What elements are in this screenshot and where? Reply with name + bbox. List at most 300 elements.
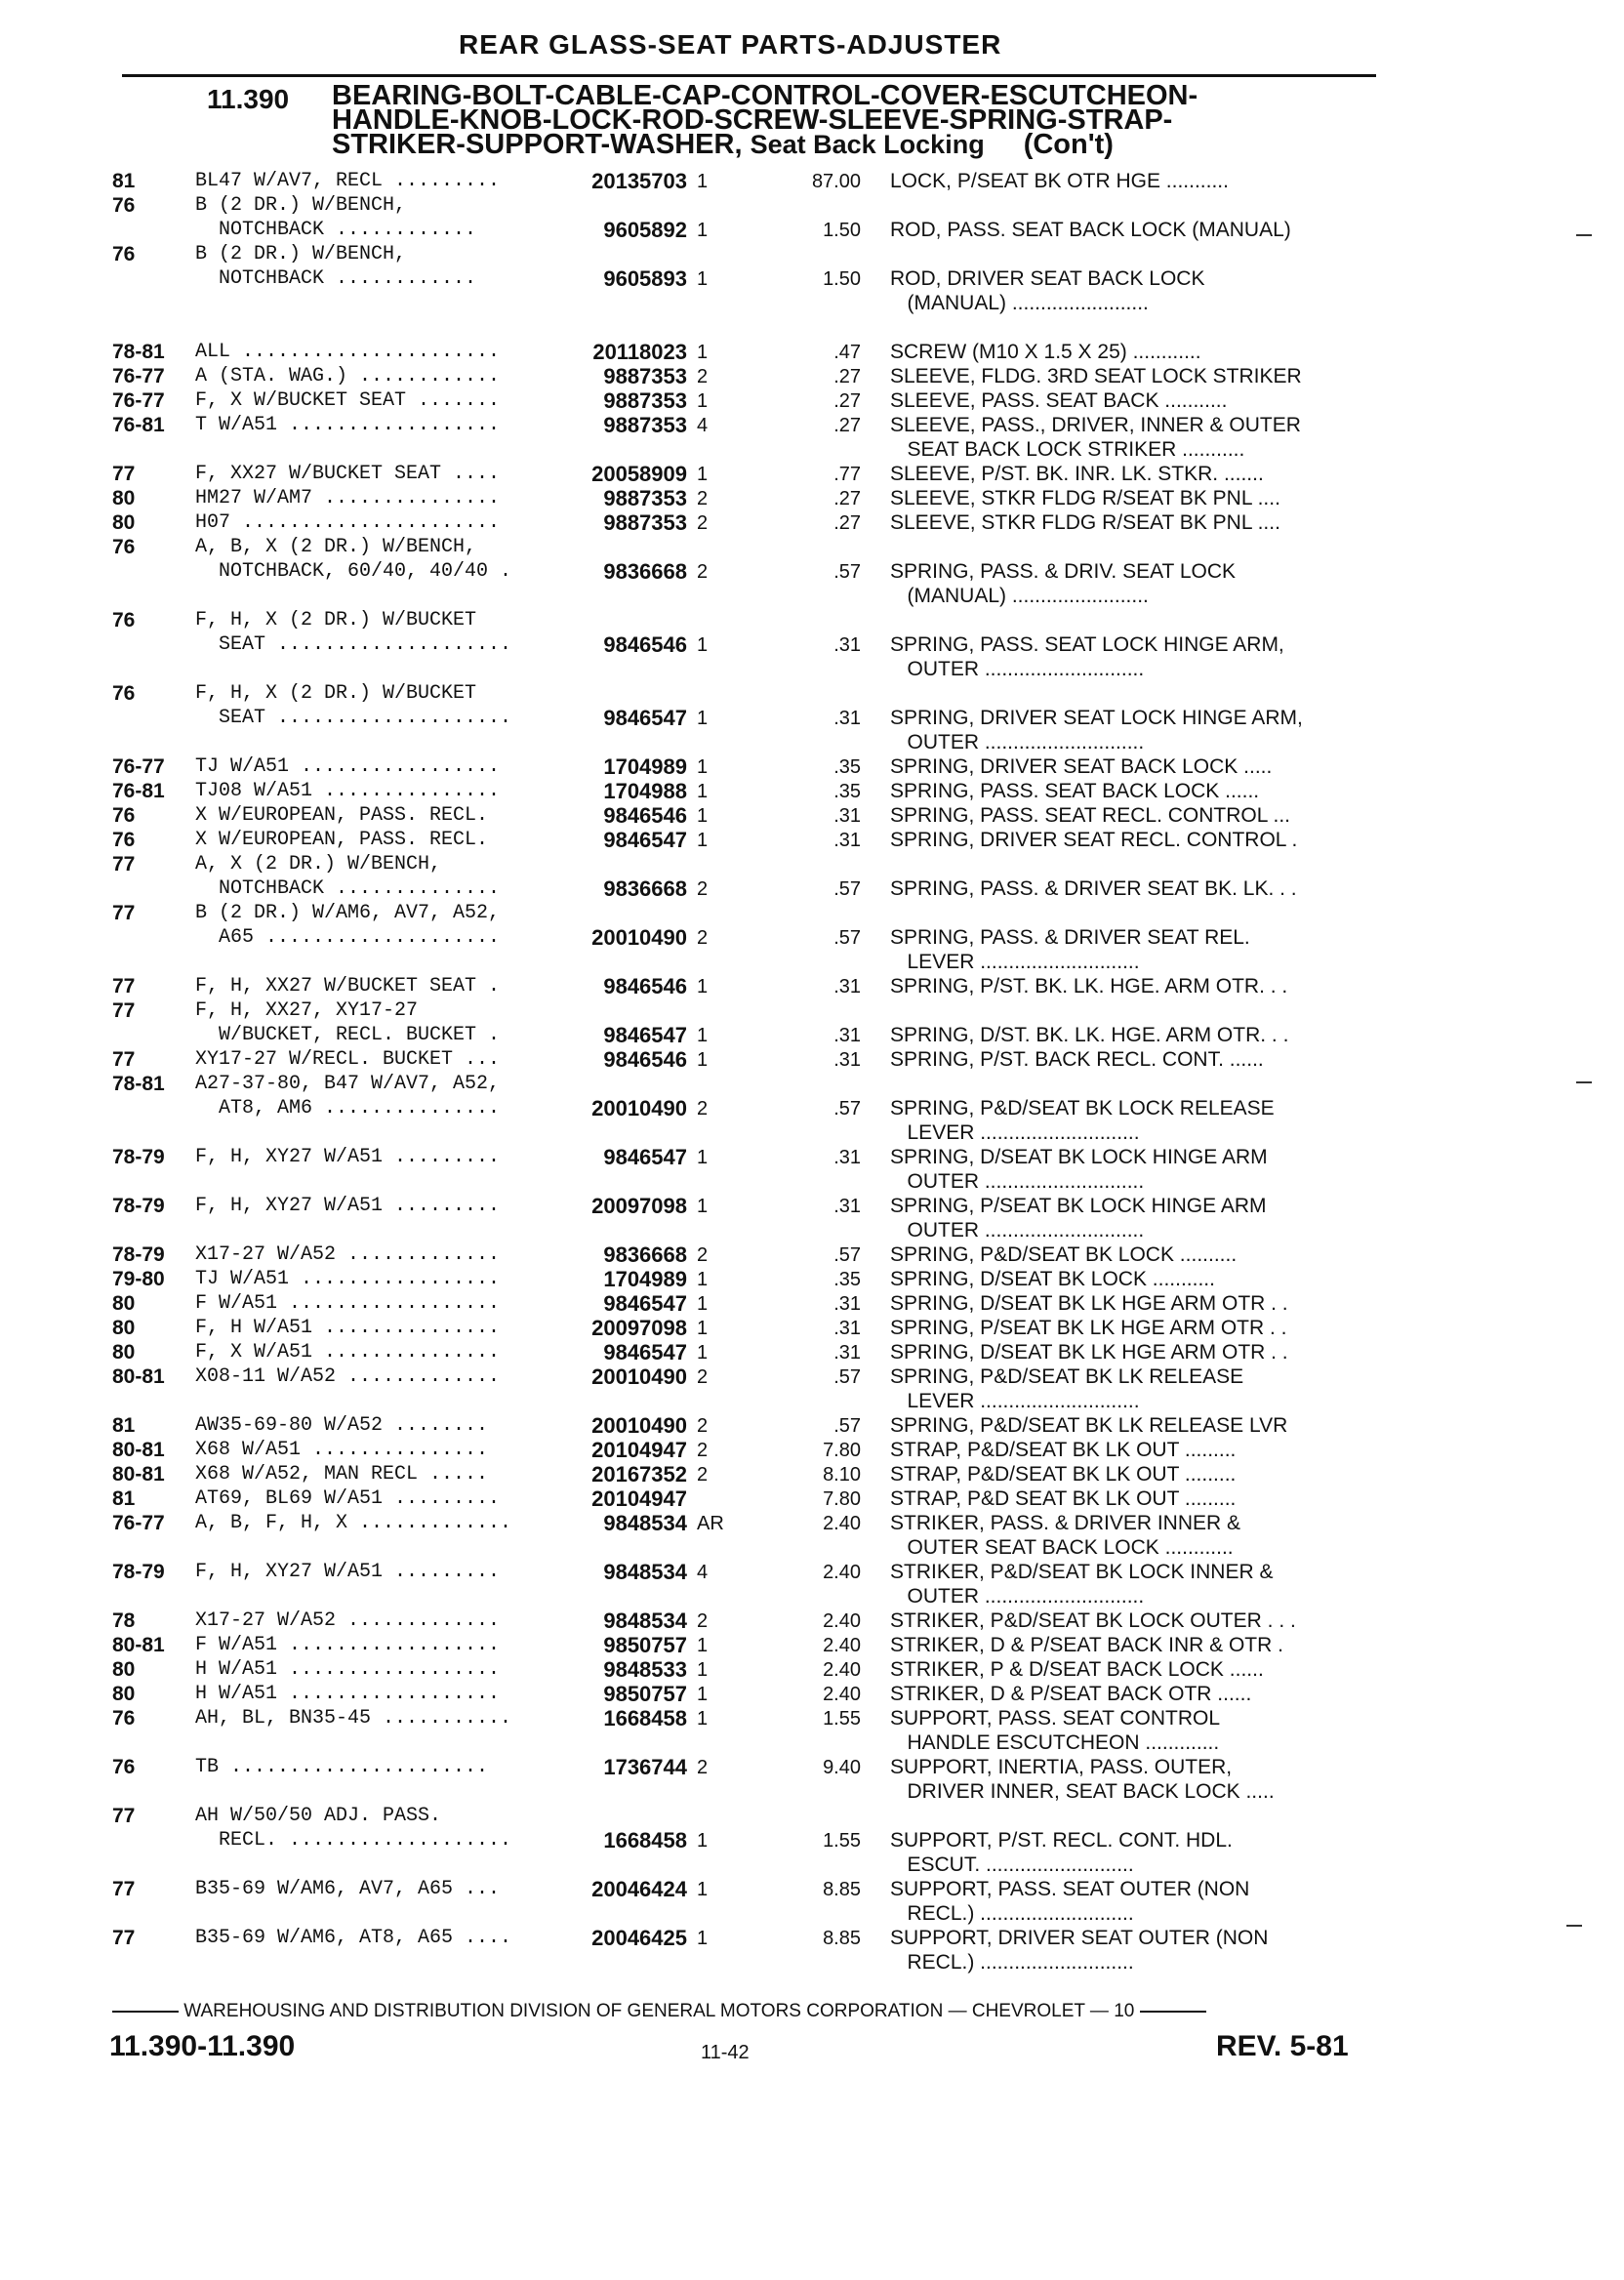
section-subtitle: Seat Back Locking xyxy=(750,130,985,159)
entry-quantity: 1 xyxy=(697,1659,709,1681)
entry-part-number: 9846546 xyxy=(603,803,687,828)
entry-part-number: 9848533 xyxy=(603,1657,687,1682)
entry-year: 80 xyxy=(112,1658,136,1681)
list-item xyxy=(0,1024,1624,1047)
entry-model: XY17-27 W/RECL. BUCKET ... xyxy=(195,1048,501,1071)
entry-model: F, H W/A51 ............... xyxy=(195,1317,501,1339)
entry-price: .31 xyxy=(833,1025,861,1046)
entry-price: .35 xyxy=(833,756,861,778)
entry-model: F, H, XX27 W/BUCKET SEAT . xyxy=(195,975,501,998)
list-item xyxy=(0,1439,1624,1462)
entry-price: .47 xyxy=(833,342,861,363)
entry-quantity: 4 xyxy=(697,1562,709,1583)
entry-model: X68 W/A51 ............... xyxy=(195,1439,489,1461)
list-item xyxy=(0,1073,1624,1096)
entry-model: AT8, AM6 ............... xyxy=(195,1097,501,1120)
entry-price: .27 xyxy=(833,512,861,534)
entry-year: 80 xyxy=(112,1292,136,1315)
list-item xyxy=(0,682,1624,706)
entry-quantity: 1 xyxy=(697,1342,709,1364)
list-item xyxy=(0,780,1624,803)
entry-model: F, H, XY27 W/A51 ......... xyxy=(195,1146,501,1168)
list-item xyxy=(0,438,1624,462)
entry-description: OUTER ............................ xyxy=(890,1170,1145,1193)
entry-description: SUPPORT, DRIVER SEAT OUTER (NON xyxy=(890,1927,1269,1949)
footer-division: WAREHOUSING AND DISTRIBUTION DIVISION OF GENERAL MOTORS CORPORATION — CHEVROLET — 10 xyxy=(183,2001,1135,2021)
entry-model: H W/A51 .................. xyxy=(195,1658,501,1681)
footer-page-number: 11-42 xyxy=(701,2042,750,2063)
entry-year: 80-81 xyxy=(112,1634,165,1656)
entry-description: SPRING, PASS. SEAT RECL. CONTROL ... xyxy=(890,804,1290,827)
entry-year: 80-81 xyxy=(112,1463,165,1486)
entry-price: .57 xyxy=(833,561,861,583)
entry-quantity: 2 xyxy=(697,561,709,583)
list-item xyxy=(0,585,1624,608)
entry-quantity: 1 xyxy=(697,708,709,729)
list-item xyxy=(0,853,1624,876)
entry-year: 77 xyxy=(112,1805,136,1827)
entry-model: A27-37-80, B47 W/AV7, A52, xyxy=(195,1073,501,1095)
entry-model: X17-27 W/A52 ............. xyxy=(195,1243,501,1266)
entry-description: SPRING, P&D/SEAT BK LOCK .......... xyxy=(890,1243,1238,1266)
entry-description: SUPPORT, INERTIA, PASS. OUTER, xyxy=(890,1756,1233,1778)
entry-part-number: 1736744 xyxy=(603,1755,687,1779)
entry-quantity: AR xyxy=(697,1513,724,1534)
footer-range: 11.390-11.390 xyxy=(109,2030,296,2062)
entry-quantity: 2 xyxy=(697,488,709,509)
entry-model: NOTCHBACK ............ xyxy=(195,267,477,290)
entry-quantity: 1 xyxy=(697,1684,709,1705)
list-item xyxy=(0,511,1624,535)
entry-model: TJ08 W/A51 ............... xyxy=(195,780,501,802)
entry-description: OUTER ............................ xyxy=(890,658,1145,680)
list-item xyxy=(0,1658,1624,1682)
entry-model: B (2 DR.) W/BENCH, xyxy=(195,194,407,217)
entry-quantity: 1 xyxy=(697,1269,709,1290)
entry-year: 77 xyxy=(112,1878,136,1900)
section-number: 11.390 xyxy=(207,84,290,114)
entry-model: F, H, XY27 W/A51 ......... xyxy=(195,1195,501,1217)
entry-model: AH, BL, BN35-45 ........... xyxy=(195,1707,512,1730)
entry-model: NOTCHBACK .............. xyxy=(195,877,501,900)
entry-quantity: 1 xyxy=(697,634,709,656)
entry-model: A, B, F, H, X ............. xyxy=(195,1512,512,1534)
entry-price: 8.10 xyxy=(823,1464,861,1486)
entry-price: 1.50 xyxy=(823,268,861,290)
entry-description: ROD, DRIVER SEAT BACK LOCK xyxy=(890,267,1205,290)
entry-description: STRAP, P&D/SEAT BK LK OUT ......... xyxy=(890,1439,1237,1461)
entry-year: 76 xyxy=(112,804,136,827)
margin-mark xyxy=(1576,234,1592,236)
entry-quantity: 1 xyxy=(697,1928,709,1949)
entry-model: AH W/50/50 ADJ. PASS. xyxy=(195,1805,442,1827)
entry-quantity: 1 xyxy=(697,1879,709,1900)
list-item xyxy=(0,902,1624,925)
list-item xyxy=(0,975,1624,998)
entry-part-number: 9846547 xyxy=(603,1145,687,1169)
entry-model: A (STA. WAG.) ............ xyxy=(195,365,501,387)
entry-quantity: 2 xyxy=(697,1610,709,1632)
entry-model: NOTCHBACK ............ xyxy=(195,219,477,241)
entry-description: SPRING, PASS. & DRIVER SEAT REL. xyxy=(890,926,1250,949)
entry-quantity: 2 xyxy=(697,1098,709,1120)
page-title: REAR GLASS-SEAT PARTS-ADJUSTER xyxy=(459,29,1002,60)
entry-description: STRIKER, P & D/SEAT BACK LOCK ...... xyxy=(890,1658,1264,1681)
entry-part-number: 9836668 xyxy=(603,559,687,584)
entry-price: .57 xyxy=(833,1098,861,1120)
entry-year: 78-81 xyxy=(112,1073,165,1095)
section-title-last: STRIKER-SUPPORT-WASHER, xyxy=(332,129,743,160)
entry-description: LEVER ............................ xyxy=(890,951,1140,973)
entry-part-number: 9846547 xyxy=(603,1340,687,1364)
entry-description: OUTER ............................ xyxy=(890,731,1145,753)
entry-year: 78-79 xyxy=(112,1243,165,1266)
list-item xyxy=(0,609,1624,632)
entry-quantity: 1 xyxy=(697,1635,709,1656)
list-item xyxy=(0,877,1624,901)
entry-model: X17-27 W/A52 ............. xyxy=(195,1609,501,1632)
entry-description: SPRING, P&D/SEAT BK LK RELEASE LVR xyxy=(890,1414,1288,1437)
entry-description: SPRING, DRIVER SEAT LOCK HINGE ARM, xyxy=(890,707,1303,729)
entry-description: SLEEVE, P/ST. BK. INR. LK. STKR. ....... xyxy=(890,463,1264,485)
entry-description: SEAT BACK LOCK STRIKER ........... xyxy=(890,438,1245,461)
entry-price: 8.85 xyxy=(823,1928,861,1949)
entry-model: HM27 W/AM7 ............... xyxy=(195,487,501,509)
entry-model: F, H, XX27, XY17-27 xyxy=(195,999,419,1022)
list-item xyxy=(0,707,1624,730)
entry-description: SUPPORT, P/ST. RECL. CONT. HDL. xyxy=(890,1829,1233,1852)
entry-part-number: 9850757 xyxy=(603,1682,687,1706)
list-item xyxy=(0,1341,1624,1364)
entry-quantity: 2 xyxy=(697,1440,709,1461)
entry-part-number: 9887353 xyxy=(603,364,687,388)
entry-part-number: 20097098 xyxy=(591,1316,687,1340)
entry-quantity: 4 xyxy=(697,415,709,436)
section-title-line: BEARING-BOLT-CABLE-CAP-CONTROL-COVER-ESCUTCHEON- xyxy=(332,80,1198,111)
entry-model: F, H, X (2 DR.) W/BUCKET xyxy=(195,682,477,705)
entry-model: AT69, BL69 W/A51 ......... xyxy=(195,1487,501,1510)
entry-year: 76 xyxy=(112,829,136,851)
entry-price: .35 xyxy=(833,1269,861,1290)
entry-part-number: 9846546 xyxy=(603,1047,687,1072)
entry-price: .31 xyxy=(833,1049,861,1071)
entry-part-number: 9846546 xyxy=(603,632,687,657)
list-item xyxy=(0,926,1624,950)
list-item xyxy=(0,243,1624,266)
list-item xyxy=(0,1780,1624,1804)
entry-quantity: 1 xyxy=(697,1293,709,1315)
entry-model: F, X W/BUCKET SEAT ....... xyxy=(195,389,501,412)
entry-description: SPRING, P/ST. BACK RECL. CONT. ...... xyxy=(890,1048,1264,1071)
entry-part-number: 1704989 xyxy=(603,754,687,779)
entry-description: HANDLE ESCUTCHEON ............. xyxy=(890,1731,1220,1754)
list-item xyxy=(0,267,1624,291)
entry-quantity: 2 xyxy=(697,1757,709,1778)
entry-part-number: 9836668 xyxy=(603,1242,687,1267)
entry-year: 77 xyxy=(112,902,136,924)
entry-model: X08-11 W/A52 ............. xyxy=(195,1365,501,1388)
entry-description: SCREW (M10 X 1.5 X 25) ............ xyxy=(890,341,1201,363)
entry-year: 76 xyxy=(112,194,136,217)
entry-part-number: 9887353 xyxy=(603,388,687,413)
entry-price: 87.00 xyxy=(811,171,861,192)
entry-description: STRIKER, D & P/SEAT BACK INR & OTR . xyxy=(890,1634,1283,1656)
entry-part-number: 1668458 xyxy=(603,1828,687,1852)
entry-model: RECL. ................... xyxy=(195,1829,512,1852)
list-item xyxy=(0,1927,1624,1950)
list-item xyxy=(0,1536,1624,1560)
list-item xyxy=(0,1268,1624,1291)
entry-price: .77 xyxy=(833,464,861,485)
entry-model: F, H, X (2 DR.) W/BUCKET xyxy=(195,609,477,631)
entry-model: F W/A51 .................. xyxy=(195,1292,501,1315)
entry-description: OUTER ............................ xyxy=(890,1219,1145,1242)
list-item xyxy=(0,170,1624,193)
entry-model: B (2 DR.) W/BENCH, xyxy=(195,243,407,265)
list-item xyxy=(0,1195,1624,1218)
list-item xyxy=(0,292,1624,315)
entry-model: NOTCHBACK, 60/40, 40/40 . xyxy=(195,560,512,583)
list-item xyxy=(0,1634,1624,1657)
entry-quantity: 1 xyxy=(697,171,709,192)
entry-description: SUPPORT, PASS. SEAT OUTER (NON xyxy=(890,1878,1250,1900)
entry-model: H W/A51 .................. xyxy=(195,1683,501,1705)
entry-quantity: 1 xyxy=(697,976,709,998)
entry-quantity: 1 xyxy=(697,781,709,802)
entry-quantity: 2 xyxy=(697,927,709,949)
entry-description: OUTER SEAT BACK LOCK ............ xyxy=(890,1536,1234,1559)
entry-price: .31 xyxy=(833,976,861,998)
entry-year: 76 xyxy=(112,243,136,265)
entry-year: 76-81 xyxy=(112,414,165,436)
entry-description: RECL.) ........................... xyxy=(890,1902,1134,1925)
entry-quantity: 1 xyxy=(697,464,709,485)
entry-model: TJ W/A51 ................. xyxy=(195,755,501,778)
entry-quantity: 1 xyxy=(697,1049,709,1071)
list-item xyxy=(0,1512,1624,1535)
entry-description: ESCUT. .......................... xyxy=(890,1853,1134,1876)
entry-part-number: 20104947 xyxy=(591,1438,687,1462)
entry-quantity: 1 xyxy=(697,1147,709,1168)
entry-description: STRAP, P&D SEAT BK LK OUT ......... xyxy=(890,1487,1237,1510)
entry-quantity: 1 xyxy=(697,390,709,412)
list-item xyxy=(0,1878,1624,1901)
entry-description: SPRING, P/ST. BK. LK. HGE. ARM OTR. . . xyxy=(890,975,1288,998)
entry-part-number: 1704989 xyxy=(603,1267,687,1291)
list-item xyxy=(0,414,1624,437)
entry-part-number: 9848534 xyxy=(603,1511,687,1535)
entry-description: SPRING, D/ST. BK. LK. HGE. ARM OTR. . . xyxy=(890,1024,1289,1046)
entry-year: 80 xyxy=(112,1317,136,1339)
list-item xyxy=(0,1414,1624,1438)
entry-model: F, X W/A51 ............... xyxy=(195,1341,501,1364)
list-item xyxy=(0,1146,1624,1169)
entry-part-number: 9846547 xyxy=(603,706,687,730)
entry-price: .27 xyxy=(833,488,861,509)
list-item xyxy=(0,1390,1624,1413)
entry-part-number: 9605893 xyxy=(603,266,687,291)
list-item xyxy=(0,1463,1624,1486)
list-item xyxy=(0,1487,1624,1511)
entry-model: X W/EUROPEAN, PASS. RECL. xyxy=(195,804,489,827)
entry-quantity: 1 xyxy=(697,756,709,778)
entry-description: SLEEVE, STKR FLDG R/SEAT BK PNL .... xyxy=(890,487,1280,509)
entry-price: 7.80 xyxy=(823,1440,861,1461)
entry-part-number: 20097098 xyxy=(591,1194,687,1218)
entry-description: SPRING, D/SEAT BK LK HGE ARM OTR . . xyxy=(890,1341,1288,1364)
list-item xyxy=(0,755,1624,779)
entry-quantity: 1 xyxy=(697,805,709,827)
entry-year: 76-77 xyxy=(112,755,165,778)
entry-year: 77 xyxy=(112,1048,136,1071)
entry-quantity: 1 xyxy=(697,268,709,290)
entry-year: 80 xyxy=(112,1341,136,1364)
entry-part-number: 20046424 xyxy=(591,1877,687,1901)
list-item xyxy=(0,536,1624,559)
entry-year: 81 xyxy=(112,170,136,192)
entry-description: STRAP, P&D/SEAT BK LK OUT ......... xyxy=(890,1463,1237,1486)
entry-description: (MANUAL) ........................ xyxy=(890,585,1149,607)
entry-part-number: 9850757 xyxy=(603,1633,687,1657)
entry-description: STRIKER, P&D/SEAT BK LOCK INNER & xyxy=(890,1561,1274,1583)
entry-description: DRIVER INNER, SEAT BACK LOCK ..... xyxy=(890,1780,1275,1803)
entry-year: 76 xyxy=(112,1707,136,1730)
entry-description: LEVER ............................ xyxy=(890,1121,1140,1144)
title-rule xyxy=(122,74,1376,77)
entry-model: A, B, X (2 DR.) W/BENCH, xyxy=(195,536,477,558)
entry-part-number: 20135703 xyxy=(591,169,687,193)
entry-part-number: 9887353 xyxy=(603,486,687,510)
entry-model: W/BUCKET, RECL. BUCKET . xyxy=(195,1024,501,1046)
list-item xyxy=(0,1097,1624,1120)
entry-year: 76-77 xyxy=(112,389,165,412)
entry-model: T W/A51 .................. xyxy=(195,414,501,436)
entry-model: F, H, XY27 W/A51 ......... xyxy=(195,1561,501,1583)
entry-price: .57 xyxy=(833,878,861,900)
entry-price: .35 xyxy=(833,781,861,802)
entry-price: .31 xyxy=(833,708,861,729)
list-item xyxy=(0,1902,1624,1926)
section-title-line: HANDLE-KNOB-LOCK-ROD-SCREW-SLEEVE-SPRING-STRAP- xyxy=(332,104,1173,136)
list-item xyxy=(0,1048,1624,1072)
entry-model: A65 .................... xyxy=(195,926,501,949)
entry-part-number: 9887353 xyxy=(603,510,687,535)
list-item xyxy=(0,1805,1624,1828)
list-item xyxy=(0,1853,1624,1877)
entry-year: 78-81 xyxy=(112,341,165,363)
entry-part-number: 20058909 xyxy=(591,462,687,486)
entry-description: SPRING, PASS. & DRIV. SEAT LOCK xyxy=(890,560,1237,583)
entry-price: .31 xyxy=(833,1342,861,1364)
list-item xyxy=(0,560,1624,584)
entry-price: 8.85 xyxy=(823,1879,861,1900)
entry-year: 78 xyxy=(112,1609,136,1632)
entry-year: 76-77 xyxy=(112,1512,165,1534)
entry-year: 77 xyxy=(112,1927,136,1949)
list-item xyxy=(0,1609,1624,1633)
entry-quantity: 2 xyxy=(697,1244,709,1266)
list-item xyxy=(0,194,1624,218)
margin-mark xyxy=(1576,1081,1592,1083)
entry-model: B35-69 W/AM6, AT8, A65 .... xyxy=(195,1927,512,1949)
entry-part-number: 9848534 xyxy=(603,1608,687,1633)
list-item xyxy=(0,951,1624,974)
entry-model: SEAT .................... xyxy=(195,707,512,729)
entry-quantity: 1 xyxy=(697,1196,709,1217)
entry-description: LEVER ............................ xyxy=(890,1390,1140,1412)
entry-part-number: 9846547 xyxy=(603,1291,687,1316)
entry-model: ALL ...................... xyxy=(195,341,501,363)
entry-price: .31 xyxy=(833,1196,861,1217)
entry-part-number: 20046425 xyxy=(591,1926,687,1950)
list-item xyxy=(0,658,1624,681)
entry-model: F, XX27 W/BUCKET SEAT .... xyxy=(195,463,501,485)
entry-year: 78-79 xyxy=(112,1146,165,1168)
entry-part-number: 20104947 xyxy=(591,1486,687,1511)
margin-mark xyxy=(1566,1925,1582,1927)
entry-part-number: 20010490 xyxy=(591,925,687,950)
entry-model: B35-69 W/AM6, AV7, A65 ... xyxy=(195,1878,501,1900)
footer-division-line xyxy=(112,2001,1357,2022)
parts-list xyxy=(0,170,1624,1975)
entry-quantity: 2 xyxy=(697,1464,709,1486)
entry-part-number: 9846546 xyxy=(603,974,687,998)
section-title-line xyxy=(332,129,1308,160)
entry-year: 76-77 xyxy=(112,365,165,387)
entry-part-number: 20010490 xyxy=(591,1096,687,1120)
entry-model: X W/EUROPEAN, PASS. RECL. xyxy=(195,829,489,851)
entry-price: 2.40 xyxy=(823,1610,861,1632)
entry-year: 77 xyxy=(112,975,136,998)
list-item xyxy=(0,1756,1624,1779)
entry-model: F W/A51 .................. xyxy=(195,1634,501,1656)
list-item xyxy=(0,1219,1624,1242)
list-item xyxy=(0,487,1624,510)
entry-year: 80 xyxy=(112,511,136,534)
entry-model: TJ W/A51 ................. xyxy=(195,1268,501,1290)
entry-year: 77 xyxy=(112,999,136,1022)
entry-quantity: 1 xyxy=(697,220,709,241)
entry-price: .31 xyxy=(833,1318,861,1339)
entry-part-number: 20167352 xyxy=(591,1462,687,1486)
footer-revision: REV. 5-81 xyxy=(1216,2030,1349,2062)
list-item xyxy=(0,1561,1624,1584)
entry-description: SPRING, PASS. & DRIVER SEAT BK. LK. . . xyxy=(890,877,1297,900)
entry-year: 76 xyxy=(112,536,136,558)
entry-model: SEAT .................... xyxy=(195,633,512,656)
list-item xyxy=(0,999,1624,1023)
entry-price: 1.50 xyxy=(823,220,861,241)
entry-quantity: 2 xyxy=(697,366,709,387)
entry-description: SLEEVE, PASS., DRIVER, INNER & OUTER xyxy=(890,414,1301,436)
entry-price: 2.40 xyxy=(823,1513,861,1534)
entry-description: SLEEVE, PASS. SEAT BACK ........... xyxy=(890,389,1228,412)
list-item xyxy=(0,1170,1624,1194)
entry-description: STRIKER, PASS. & DRIVER INNER & xyxy=(890,1512,1241,1534)
entry-description: SPRING, DRIVER SEAT BACK LOCK ..... xyxy=(890,755,1273,778)
list-item xyxy=(0,731,1624,754)
entry-model: BL47 W/AV7, RECL ......... xyxy=(195,170,501,192)
entry-year: 79-80 xyxy=(112,1268,165,1290)
entry-price: .57 xyxy=(833,1366,861,1388)
entry-description: SPRING, D/SEAT BK LOCK HINGE ARM xyxy=(890,1146,1268,1168)
list-item xyxy=(0,1292,1624,1316)
entry-description: SLEEVE, FLDG. 3RD SEAT LOCK STRIKER xyxy=(890,365,1302,387)
entry-year: 81 xyxy=(112,1487,136,1510)
entry-price: 7.80 xyxy=(823,1488,861,1510)
entry-description: SPRING, P&D/SEAT BK LOCK RELEASE xyxy=(890,1097,1275,1120)
entry-year: 76 xyxy=(112,1756,136,1778)
